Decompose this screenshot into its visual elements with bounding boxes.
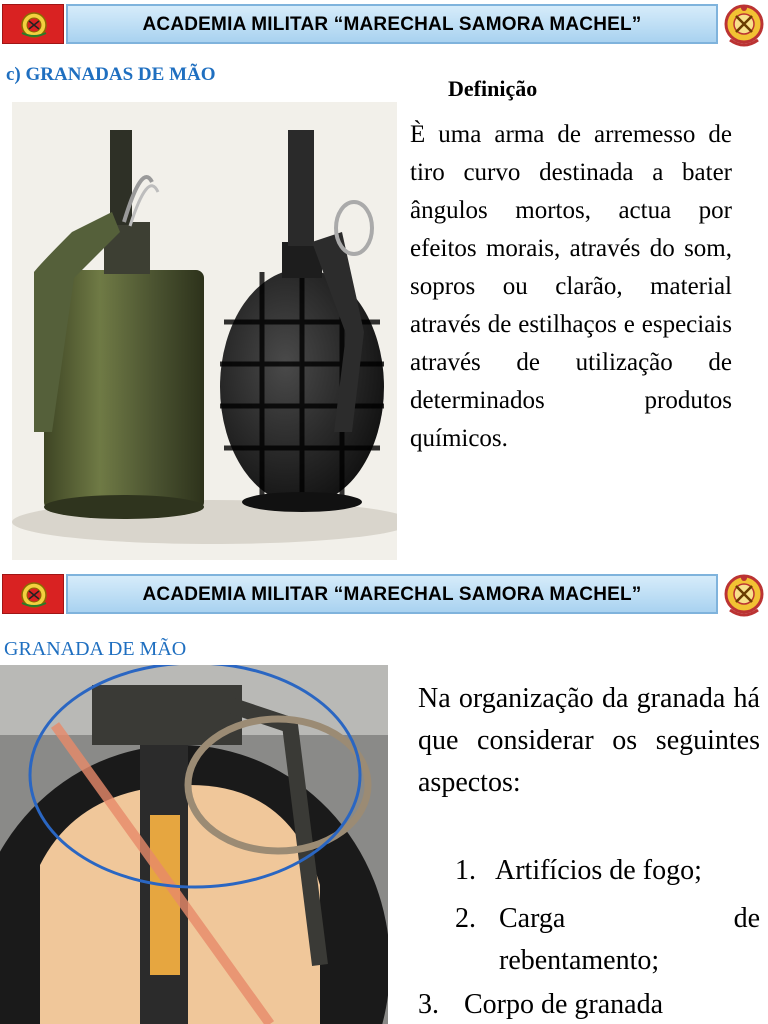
academy-emblem-icon bbox=[722, 570, 766, 620]
flag-emblem-icon bbox=[2, 4, 64, 44]
list-text: Artifícios de fogo; bbox=[495, 855, 702, 886]
list-item-3 bbox=[418, 984, 663, 1024]
list-number: 1. bbox=[455, 855, 476, 886]
definition-heading: Definição bbox=[448, 76, 538, 101]
banner-title: ACADEMIA MILITAR “MARECHAL SAMORA MACHEL” bbox=[142, 584, 642, 605]
list-text: Corpo de granada bbox=[464, 989, 664, 1020]
list-number: 2. bbox=[455, 903, 476, 934]
academy-emblem-icon bbox=[722, 0, 766, 50]
definition-text: È uma arma de arremesso de tiro curvo destinada a bater ângulos mortos, actua por efeitos morais, através do som, sopros ou clarão, material através de estilhaços e especiais através de utilização de determinados produtos químicos. bbox=[410, 121, 732, 452]
flag-emblem-icon bbox=[2, 574, 64, 614]
header-banner bbox=[0, 0, 768, 52]
grenades-photo bbox=[12, 102, 397, 560]
organization-intro: Na organização da granada há que considerar os seguintes aspectos: bbox=[418, 683, 760, 798]
slide-organization bbox=[0, 570, 768, 1024]
section-label: GRANADA DE MÃO bbox=[4, 638, 187, 660]
grenade-cutaway-photo bbox=[0, 665, 388, 1024]
list-number: 3. bbox=[418, 989, 439, 1020]
list-item-2 bbox=[455, 898, 760, 982]
list-item-1 bbox=[455, 850, 702, 892]
banner-bar bbox=[66, 574, 718, 614]
banner-title: ACADEMIA MILITAR “MARECHAL SAMORA MACHEL” bbox=[142, 14, 642, 35]
list-text: Carga de rebentamento; bbox=[499, 903, 760, 976]
header-banner-2 bbox=[0, 570, 768, 622]
section-label: c) GRANADAS DE MÃO bbox=[6, 64, 216, 85]
banner-bar bbox=[66, 4, 718, 44]
